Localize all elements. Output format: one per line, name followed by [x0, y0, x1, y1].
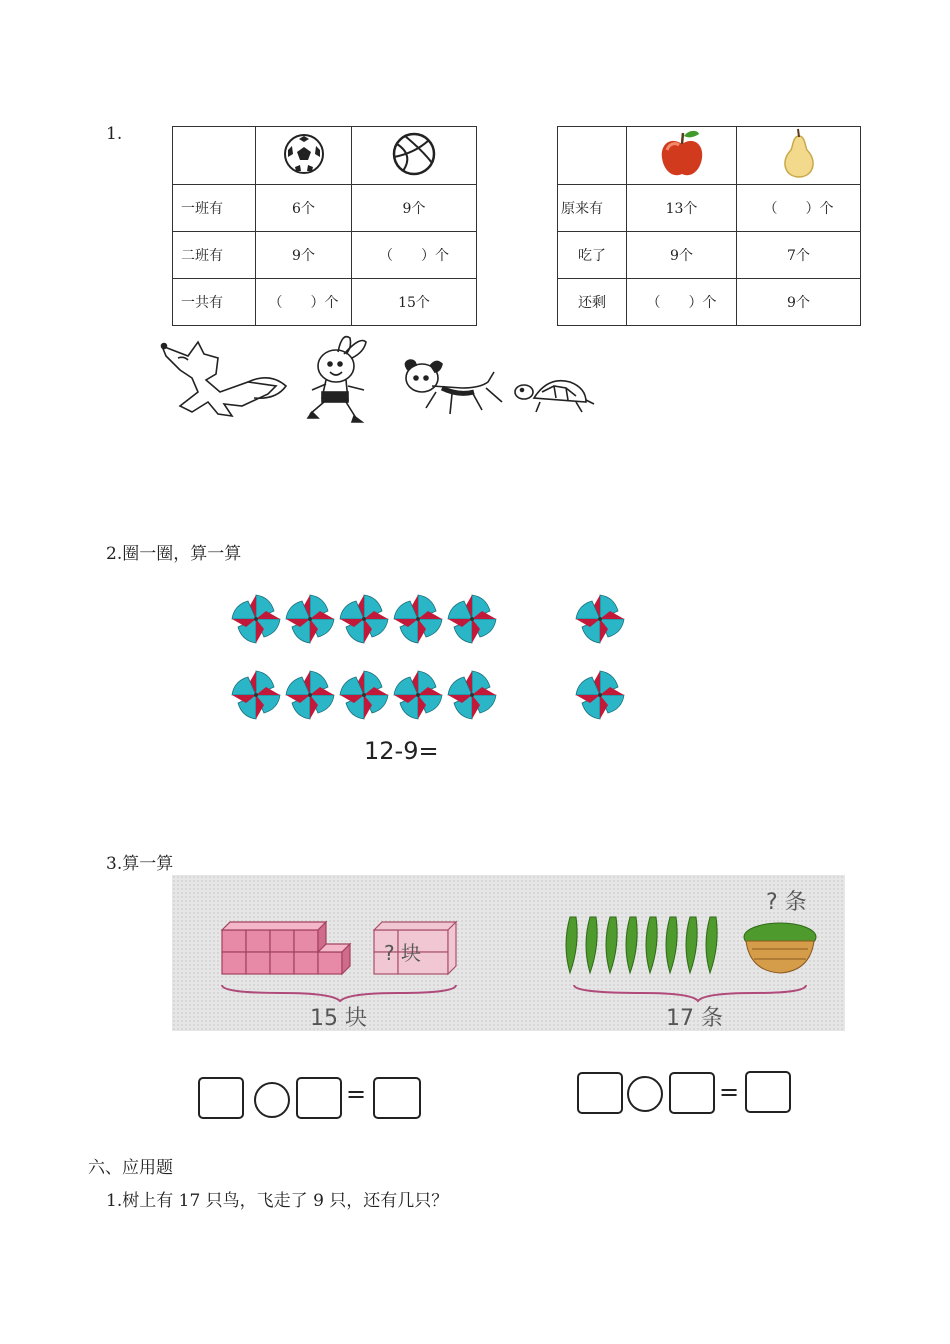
question-2-equation: 12-9= [364, 737, 439, 765]
operator-circle[interactable] [627, 1076, 663, 1112]
pinwheel-icon[interactable] [284, 669, 336, 721]
total-blocks-label: 15 块 [310, 1006, 367, 1031]
empty-header-cell [173, 127, 256, 185]
pinwheel-icon[interactable] [338, 669, 390, 721]
answer-box[interactable] [577, 1072, 623, 1114]
balls-row-label: 一班有 [173, 185, 256, 232]
soccer-ball-icon [282, 132, 326, 176]
answer-box[interactable] [296, 1077, 342, 1119]
fruit-cell: 13个 [627, 185, 737, 232]
fruit-row-label: 原来有 [558, 185, 627, 232]
fruit-row-label: 吃了 [558, 232, 627, 279]
pinwheel-icon[interactable] [392, 593, 444, 645]
equals-sign: = [346, 1080, 367, 1108]
balls-cell: 6个 [256, 185, 352, 232]
section-6-heading: 六、应用题 [88, 1158, 173, 1178]
pinwheel-icon[interactable] [574, 593, 626, 645]
answer-box[interactable] [669, 1072, 715, 1114]
pinwheel-icon[interactable] [446, 669, 498, 721]
unknown-blocks-label: ? 块 [384, 941, 421, 965]
fox-icon [162, 342, 287, 416]
question-3-illustration [172, 875, 845, 1031]
pinwheel-icon[interactable] [230, 593, 282, 645]
fruit-answer-blank[interactable]: （ ）个 [627, 279, 737, 326]
balls-cell: 9个 [256, 232, 352, 279]
pinwheel-icon[interactable] [284, 593, 336, 645]
pinwheel-icon[interactable] [338, 593, 390, 645]
fruit-row-label: 还剩 [558, 279, 627, 326]
basketball-icon [391, 131, 437, 177]
question-3-title: 3.算一算 [106, 854, 174, 874]
balls-answer-blank[interactable]: （ ）个 [352, 232, 477, 279]
apple-cell [627, 127, 737, 185]
green-beans-icon [566, 917, 717, 973]
pear-cell [737, 127, 861, 185]
fruit-cell: 7个 [737, 232, 861, 279]
operator-circle[interactable] [254, 1082, 290, 1118]
pear-icon [779, 128, 819, 180]
pinwheel-icon[interactable] [392, 669, 444, 721]
rabbit-icon [308, 337, 366, 422]
racing-animals-illustration [158, 334, 598, 426]
basket-icon [744, 923, 816, 973]
balls-row-label: 二班有 [173, 232, 256, 279]
balls-table [172, 126, 477, 326]
empty-header-cell [558, 127, 627, 185]
question-1-number: 1. [106, 124, 123, 144]
unknown-beans-label: ? 条 [766, 890, 807, 915]
pinwheel-icon[interactable] [446, 593, 498, 645]
question-3-picture [172, 875, 845, 1031]
apple-icon [657, 128, 707, 180]
equals-sign: = [719, 1078, 740, 1106]
turtle-icon [515, 381, 594, 412]
answer-box[interactable] [745, 1071, 791, 1113]
fruit-cell: 9个 [737, 279, 861, 326]
fruit-table [557, 126, 861, 326]
pinwheel-icon[interactable] [574, 669, 626, 721]
application-problem-1: 1.树上有 17 只鸟，飞走了 9 只，还有几只？ [106, 1191, 449, 1211]
dog-icon [405, 360, 502, 414]
fruit-answer-blank[interactable]: （ ）个 [737, 185, 861, 232]
pinwheel-icon[interactable] [230, 669, 282, 721]
basketball-cell [352, 127, 477, 185]
answer-box[interactable] [198, 1077, 244, 1119]
answer-box[interactable] [373, 1077, 421, 1119]
right-brace [574, 985, 806, 1001]
balls-cell: 9个 [352, 185, 477, 232]
question-2-title: 2.圈一圈，算一算 [106, 544, 242, 564]
balls-cell: 15个 [352, 279, 477, 326]
soccer-ball-cell [256, 127, 352, 185]
left-brace [222, 985, 456, 1001]
total-beans-label: 17 条 [666, 1006, 723, 1031]
balls-answer-blank[interactable]: （ ）个 [256, 279, 352, 326]
fruit-cell: 9个 [627, 232, 737, 279]
balls-row-label: 一共有 [173, 279, 256, 326]
